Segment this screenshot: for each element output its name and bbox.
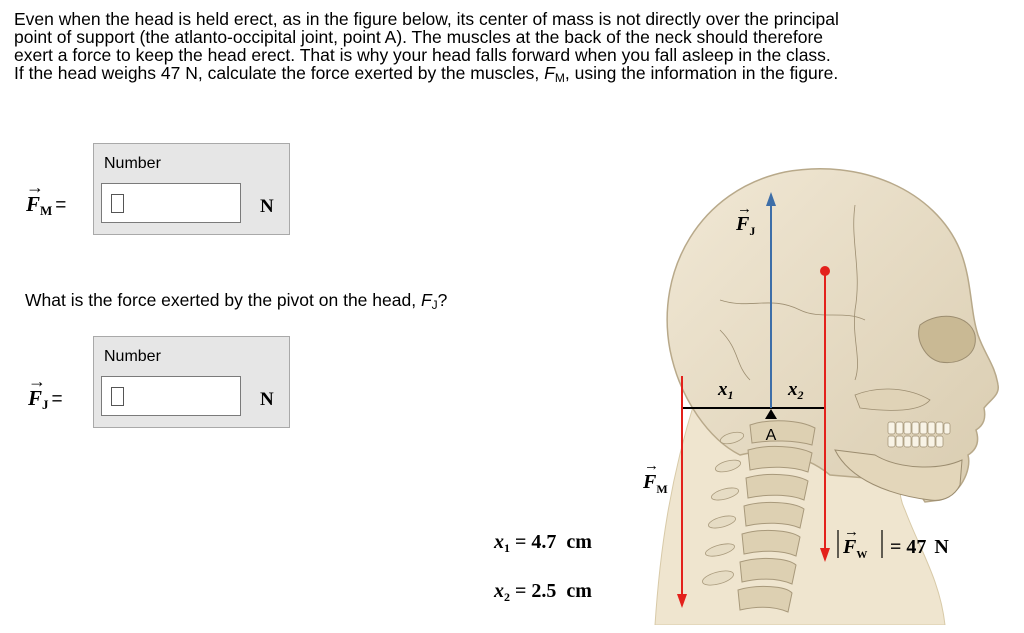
fm-answer-box xyxy=(93,143,290,235)
svg-text:FM: $F_M$ xyxy=(643,471,668,496)
given-x2: $x_2 = 2.5$ cm xyxy=(494,580,592,604)
fj-unit: N xyxy=(260,389,274,410)
svg-text:= 47N: = 47 N xyxy=(890,536,949,558)
problem-line-3: exert a force to keep the head erect. That is why your head falls forward when you fall asleep in the class. xyxy=(14,45,831,65)
given-x1: $x_1 = 4.7$ cm xyxy=(494,531,592,555)
number-label: Number xyxy=(104,155,161,172)
svg-text:→: → xyxy=(844,524,859,540)
fj-vector-label: → FJ = xyxy=(28,371,63,412)
question-2-prompt: What is the force exerted by the pivot on the head, $F_J$? xyxy=(25,290,448,312)
x2-label: $x_2$ xyxy=(788,379,804,402)
fm-vector-label: → FM = xyxy=(26,177,67,218)
x1-label: $x_1$ xyxy=(718,379,734,402)
head-force-diagram xyxy=(600,150,1015,625)
svg-text:→: → xyxy=(737,201,752,217)
svg-text:→: → xyxy=(644,458,659,474)
problem-line-1: Even when the head is held erect, as in the figure below, its center of mass is not directly over the principal xyxy=(14,9,839,29)
fj-number-input[interactable] xyxy=(101,376,241,416)
problem-line-2: point of support (the atlanto-occipital joint, point A). The muscles at the back of the neck should therefore xyxy=(14,27,824,47)
number-label: Number xyxy=(104,348,161,365)
fm-unit: N xyxy=(260,196,274,217)
problem-line-4: If the head weighs 47 N, calculate the force exerted by the muscles, $F_M$, using the information in the figure. xyxy=(14,63,839,85)
fm-figure-label xyxy=(642,458,668,496)
pivot-label: A xyxy=(765,427,777,444)
svg-text:FJ: $F_J$ xyxy=(736,213,756,238)
svg-text:FW: $F_W$ xyxy=(843,536,868,561)
problem-statement xyxy=(14,10,1014,87)
fm-number-input[interactable] xyxy=(101,183,241,223)
fj-answer-box xyxy=(93,336,290,428)
